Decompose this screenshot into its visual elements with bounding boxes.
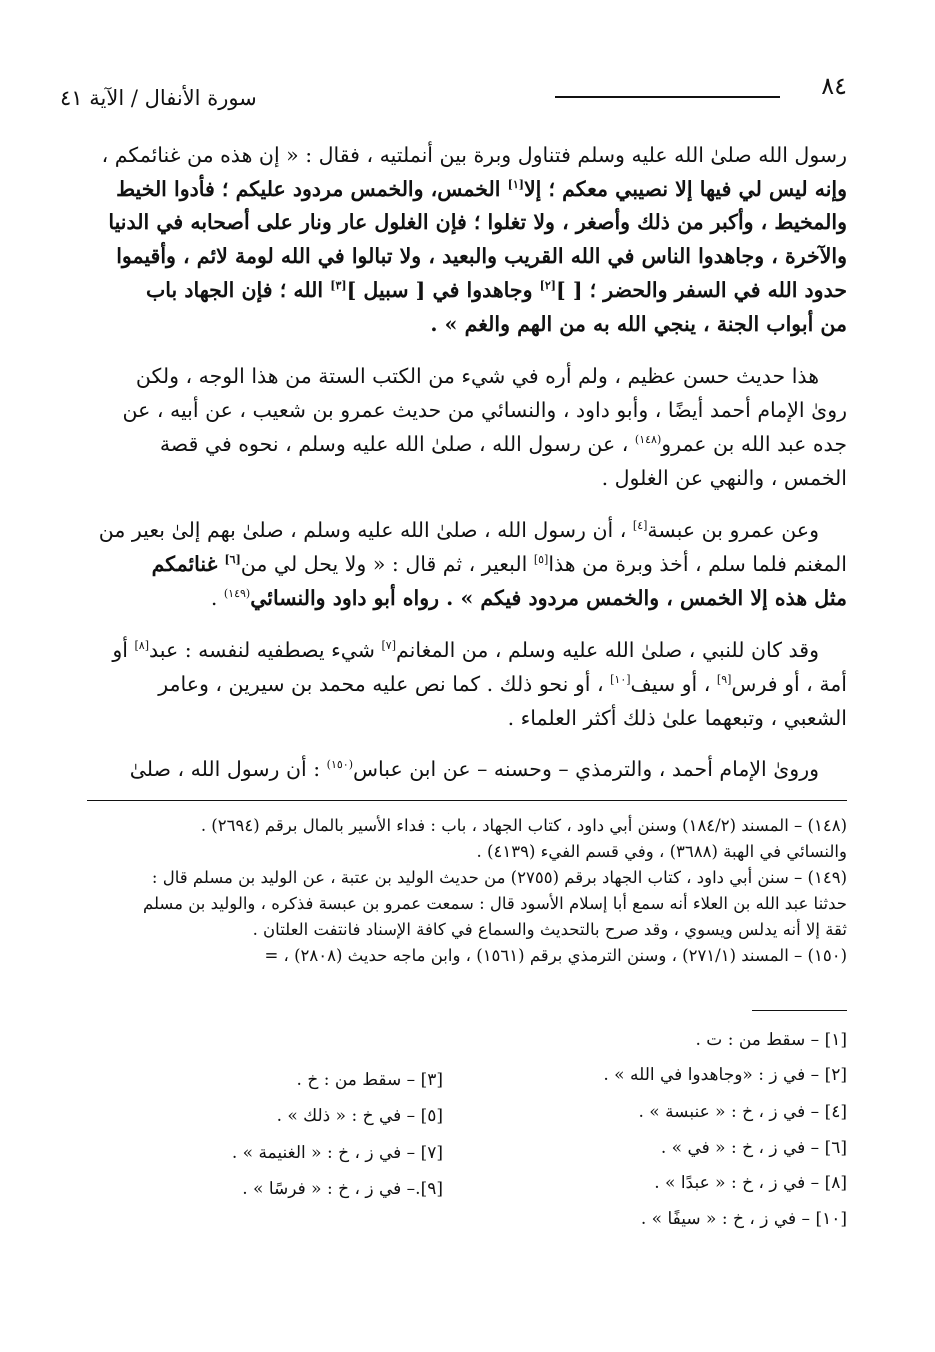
text-line — [158, 672, 847, 696]
text-run: أمة ، أو فرس — [731, 672, 847, 696]
variant-note: [٤] – في ز ، خ : « عنبسة » . — [638, 1102, 847, 1122]
text-line — [160, 432, 847, 456]
text-line — [136, 364, 819, 388]
footnote-separator — [87, 800, 847, 801]
text-line — [146, 278, 847, 302]
variant-marker: [٣] — [330, 279, 347, 293]
text-line — [116, 177, 847, 201]
text-run: . — [210, 586, 224, 610]
footnote-line: (١٤٩) – سنن أبي داود ، كتاب الجهاد برقم (٢٧٥٥) من حديث الوليد بن عتبة ، عن الوليد بن مسلم قال : — [151, 868, 847, 887]
footnote-line: ثقة إلا أنه يدلس ويسوي ، وقد صرح بالتحديث والسماع في كافة الإسناد فانتفت العلتان . — [252, 920, 847, 939]
text-run: الخمس ، والنهي عن الغلول . — [601, 466, 847, 490]
text-run: البعير ، ثم قال : « ولا يحل لي من — [240, 552, 534, 576]
text-run: والآخرة ، وجاهدوا الناس في الله القريب والبعيد ، ولا تبالوا في الله لومة لائم ، وأقيموا — [116, 244, 847, 268]
variant-note: [٦] – في ز ، خ : « في » . — [660, 1138, 847, 1158]
text-line — [130, 757, 819, 781]
variant-marker: [٨] — [134, 639, 149, 653]
text-run: وقد كان للنبي ، صلىٰ الله عليه وسلم ، من المغانم — [396, 638, 819, 662]
variants-separator — [752, 1010, 847, 1011]
footnote-line: (١٥٠) – المسند (٢٧١/١) ، وسنن الترمذي برقم (١٥٦١) ، وابن ماجه حديث (٢٨٠٨) ، = — [264, 946, 847, 965]
text-run: شيء يصطفيه لنفسه : عبد — [149, 638, 382, 662]
text-run: غنائمكم — [151, 552, 225, 576]
variant-note: [٧] – في ز ، خ : « الغنيمة » . — [231, 1143, 443, 1163]
variant-note: [١] – سقط من : ت . — [695, 1030, 847, 1050]
text-line — [99, 518, 819, 542]
text-run: ، أو سيف — [630, 672, 717, 696]
variant-marker: [٢] — [539, 279, 556, 293]
variant-marker: [٤] — [632, 519, 648, 533]
footnote-line: حدثنا عبد الله بن العلاء أنه سمع أبا إسلام الأسود قال : سمعت عمرو بن عبسة فذكره ، والوليد بن مسلم — [142, 894, 847, 913]
page-number: ٨٤ — [821, 72, 847, 100]
text-run: الله ؛ فإن الجهاد باب — [145, 278, 331, 302]
variant-note: [٢] – في ز : «وجاهدوا في الله » . — [603, 1065, 847, 1085]
text-run: ، أو نحو ذلك . كما نص عليه محمد بن سيرين ، وعامر — [158, 672, 611, 696]
footnote-ref: (١٥٠) — [326, 758, 353, 772]
text-run: وجاهدوا في [ سبيل ] — [346, 278, 540, 302]
variant-marker: [٥] — [533, 553, 549, 567]
variant-note: [٩].– في ز ، خ : « فرسًا » . — [242, 1179, 443, 1199]
variant-note: [٣] – سقط من : خ . — [296, 1070, 443, 1090]
footnote-ref: (١٤٨) — [634, 433, 662, 447]
text-run: رسول الله صلىٰ الله عليه وسلم فتناول وبرة بين أنملتيه ، فقال : « إن هذه من غنائمكم ، — [101, 143, 847, 167]
text-line — [602, 466, 847, 490]
variant-note: [١٠] – في ز ، خ : « سيفًا » . — [640, 1209, 847, 1229]
text-run: أو — [112, 638, 135, 662]
text-run: مثل هذه إلا الخمس ، والخمس مردود فيكم » . رواه أبو داود والنسائي — [250, 586, 847, 610]
variant-marker: [٩] — [716, 673, 732, 687]
text-run: وعن عمرو بن عبسة — [647, 518, 819, 542]
text-run: والمخيط ، وأكبر من ذلك وأصغر ، ولا تغلوا ؛ فإن الغلول عار ونار على أصحابه في الدنيا — [108, 210, 847, 234]
running-title: سورة الأنفال / الآية ٤١ — [60, 86, 257, 110]
text-line — [508, 706, 847, 730]
text-run: حدود الله في السفر والحضر ؛ [ ] — [555, 278, 847, 302]
variant-marker: [٧] — [381, 639, 397, 653]
text-line — [116, 244, 847, 268]
variant-marker: [١] — [507, 178, 524, 192]
text-run: الخمس، والخمس مردود عليكم ؛ فأدوا الخيط — [116, 177, 508, 201]
variant-marker: [١٠] — [610, 673, 631, 687]
variant-marker: [٦] — [224, 553, 241, 567]
text-line — [108, 210, 847, 234]
variant-note: [٥] – في خ : « ذلك » . — [276, 1106, 443, 1126]
text-run: الشعبي ، وتبعهما علىٰ ذلك أكثر العلماء . — [507, 706, 847, 730]
text-run: : أن رسول الله ، صلىٰ — [129, 757, 327, 781]
text-line — [152, 552, 847, 576]
text-line — [122, 398, 847, 422]
text-line — [112, 638, 819, 662]
variant-note: [٨] – في ز ، خ : « عبدًا » . — [654, 1173, 847, 1193]
text-run: جده عبد الله بن عمرو — [661, 432, 847, 456]
text-run: وروىٰ الإمام أحمد ، والترمذي – وحسنه – عن ابن عباس — [352, 757, 819, 781]
text-line — [102, 143, 847, 167]
text-line — [430, 312, 847, 336]
text-run: من أبواب الجنة ، ينجي الله به من الهم والغم » . — [430, 312, 847, 336]
text-run: روىٰ الإمام أحمد أيضًا ، وأبو داود ، والنسائي من حديث عمرو بن شعيب ، عن أبيه ، عن — [122, 398, 847, 422]
text-run: ، أن رسول الله ، صلىٰ الله عليه وسلم ، صلىٰ بهم إلىٰ بعير من — [98, 518, 633, 542]
text-line — [211, 586, 847, 610]
text-run: هذا حديث حسن عظيم ، ولم أره في شيء من الكتب الستة من هذا الوجه ، ولكن — [135, 364, 819, 388]
text-run: ، عن رسول الله ، صلىٰ الله عليه وسلم ، نحوه في قصة — [159, 432, 635, 456]
footnote-ref: (١٤٩) — [223, 587, 251, 601]
header-rule — [555, 96, 780, 98]
footnote-line: (١٤٨) – المسند (١٨٤/٢) وسنن أبي داود ، كتاب الجهاد ، باب : فداء الأسير بالمال برقم (٢٦٩٤) . — [200, 816, 847, 835]
text-run: المغنم فلما سلم ، أخذ وبرة من هذا — [548, 552, 847, 576]
text-run: وإنه ليس لي فيها إلا نصيبي معكم ؛ إلا — [523, 177, 847, 201]
footnote-line: والنسائي في الهبة (٣٦٨٨) ، وفي قسم الفيء (٤١٣٩) . — [476, 842, 847, 861]
